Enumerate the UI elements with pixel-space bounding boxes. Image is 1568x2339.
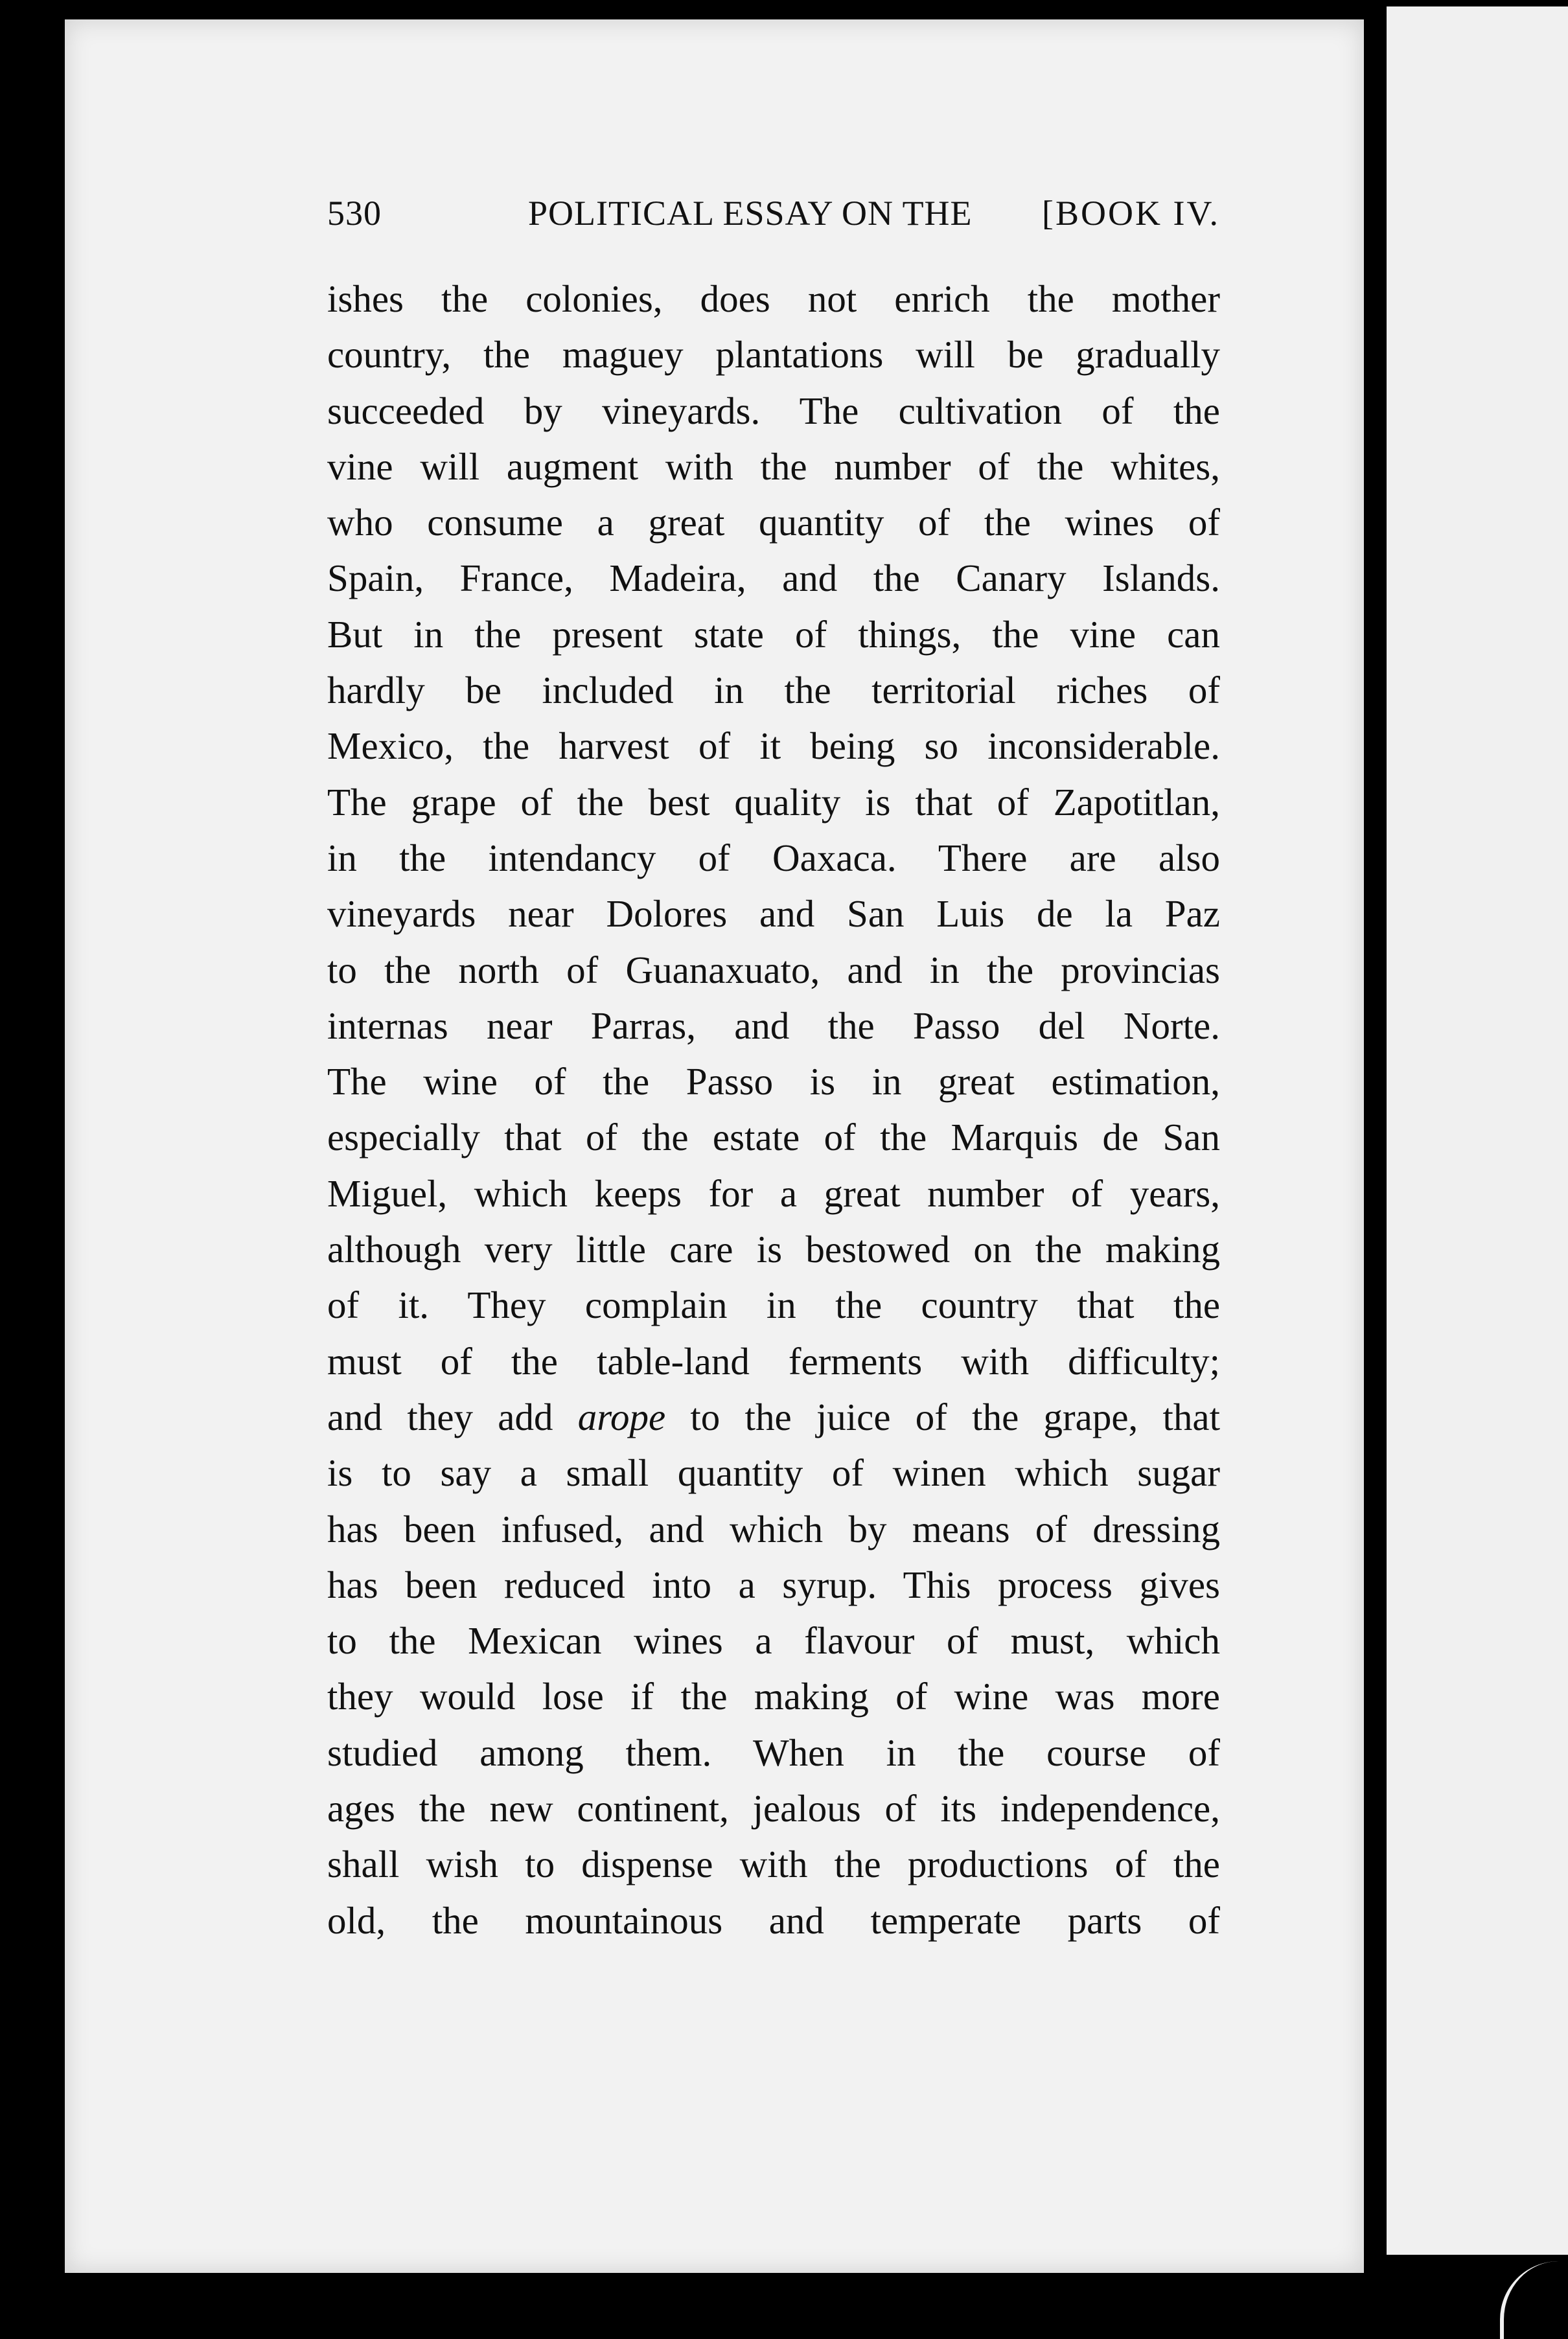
text-line: in the intendancy of Oaxaca. There are also bbox=[327, 836, 1220, 879]
text-line: But in the present state of things, the vine can bbox=[327, 612, 1220, 656]
text-line: old, the mountainous and temperate parts of bbox=[327, 1898, 1220, 1942]
page-number: 530 bbox=[327, 194, 382, 233]
facing-page-edge bbox=[1387, 6, 1568, 2255]
text-line: country, the maguey plantations will be gradually bbox=[327, 333, 1220, 376]
text-line: who consume a great quantity of the wines of bbox=[327, 501, 1220, 544]
text-line: to the Mexican wines a flavour of must, which bbox=[327, 1619, 1220, 1663]
text-line: internas near Parras, and the Passo del Norte. bbox=[327, 1004, 1220, 1047]
text-line: studied among them. When in the course of bbox=[327, 1731, 1220, 1774]
text-line: has been reduced into a syrup. This process gives bbox=[327, 1563, 1220, 1606]
text-line: vineyards near Dolores and San Luis de la Paz bbox=[327, 892, 1220, 936]
text-line: shall wish to dispense with the productions of the bbox=[327, 1843, 1220, 1886]
text-line: to the north of Guanaxuato, and in the provincias bbox=[327, 948, 1220, 991]
text-line: is to say a small quantity of winen which sugar bbox=[327, 1451, 1220, 1495]
text-line: Spain, France, Madeira, and the Canary Islands. bbox=[327, 557, 1220, 600]
running-title: POLITICAL ESSAY ON THE bbox=[528, 194, 973, 233]
text-line: succeeded by vineyards. The cultivation of the bbox=[327, 389, 1220, 432]
text-line: Miguel, which keeps for a great number of years, bbox=[327, 1171, 1220, 1215]
text-line: Mexico, the harvest of it being so inconsiderable. bbox=[327, 724, 1220, 768]
text-line: they would lose if the making of wine was more bbox=[327, 1675, 1220, 1718]
book-reference: [BOOK IV. bbox=[1041, 194, 1220, 233]
running-header bbox=[327, 193, 1220, 245]
text-line: hardly be included in the territorial riches of bbox=[327, 669, 1220, 712]
page-curl bbox=[1500, 2261, 1568, 2339]
text-line: ishes the colonies, does not enrich the mother bbox=[327, 277, 1220, 320]
text-line: although very little care is bestowed on the making bbox=[327, 1228, 1220, 1271]
text-line: vine will augment with the number of the whites, bbox=[327, 444, 1220, 488]
text-line: has been infused, and which by means of dressing bbox=[327, 1507, 1220, 1550]
body-text bbox=[327, 271, 1220, 1948]
text-line: especially that of the estate of the Marquis de San bbox=[327, 1116, 1220, 1159]
text-line: ages the new continent, jealous of its independence, bbox=[327, 1787, 1220, 1830]
text-segment: to the juice of the grape, that bbox=[665, 1395, 1220, 1438]
text-line: of it. They complain in the country that the bbox=[327, 1284, 1220, 1327]
text-segment: and they add bbox=[327, 1395, 578, 1438]
text-line: The wine of the Passo is in great estimation, bbox=[327, 1060, 1220, 1103]
text-line: The grape of the best quality is that of Zapotitlan, bbox=[327, 780, 1220, 824]
italic-term: arope bbox=[577, 1395, 666, 1438]
text-line bbox=[327, 1389, 1220, 1445]
text-line: must of the table-land ferments with difficulty; bbox=[327, 1339, 1220, 1383]
